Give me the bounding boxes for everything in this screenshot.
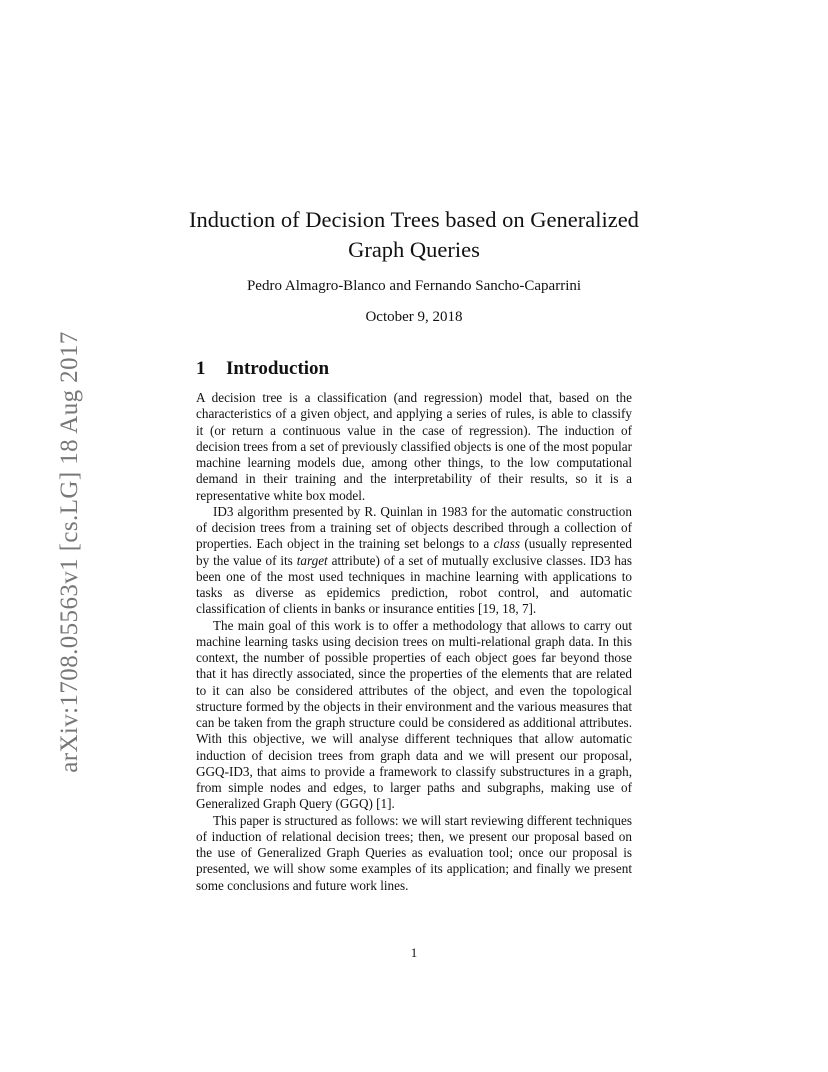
paragraph-4: This paper is structured as follows: we will start reviewing different techniques of induction of relational decision trees; then, we present our proposal based on the use of Generalized Graph Queries as evaluation tool; once our proposal is presented, we will show some examples of its application; and finally we present some conclusions and future work lines. [196,812,632,893]
paragraph-2-text-a: ID3 algorithm presented by R. Quinlan in 1983 for the automatic construction of decision trees from a training set of objects described through a collection of properties. Each object in the training set belongs to a [196,503,632,552]
paragraph-2 [196,504,632,618]
paragraph-3: The main goal of this work is to offer a methodology that allows to carry out machine learning tasks using decision trees on multi-relational graph data. In this context, the number of possible properties of each object goes far beyond those that it has directly associated, since the properties of the elements that are related to it can also be considered attributes of the object, and even the topological structure formed by the objects in their environment and the various measures that can be taken from the graph structure could be considered as additional attributes. With this objective, we will analyse different techniques that allow automatic induction of decision trees from graph data and we will present our proposal, GGQ-ID3, that aims to provide a framework to classify substructures in a graph, from simple nodes and edges, to larger paths and subgraphs, making use of Generalized Graph Query (GGQ) [1]. [196,617,632,812]
section-heading-introduction [196,357,329,381]
arxiv-identifier-stamp: arXiv:1708.05563v1 [cs.LG] 18 Aug 2017 [56,331,83,773]
paragraph-2-text-c: attribute) of a set of mutually exclusive classes. ID3 has been one of the most used techniques in machine learning with applications to tasks as diverse as epidemics prediction, robot control, and automatic classification of clients in banks or insurance entities [19, 18, 7]. [196,552,632,617]
section-title: Introduction [226,358,330,379]
paragraph-2-text-b: (usually represented by the value of its [196,536,632,568]
page-number: 1 [410,945,418,960]
introduction-body [196,390,632,894]
paper-title [150,205,678,265]
class-term: class [493,536,520,552]
title-line-2: Graph Queries [348,237,480,262]
target-term: target [296,552,328,568]
paper-authors: Pedro Almagro-Blanco and Fernando Sancho-Caparrini [246,278,582,294]
section-number: 1 [196,358,206,379]
paragraph-1: A decision tree is a classification (and regression) model that, based on the characteristics of a given object, and applying a series of rules, is able to classify it (or return a continuous value in the case of regression). The induction of decision trees from a set of previously classified objects is one of the most popular machine learning models due, among other things, to the low computational demand in their training and the interpretability of their results, so it is a representative white box model. [196,390,632,503]
title-line-1: Induction of Decision Trees based on Generalized [189,207,639,232]
paper-date: October 9, 2018 [365,309,463,325]
